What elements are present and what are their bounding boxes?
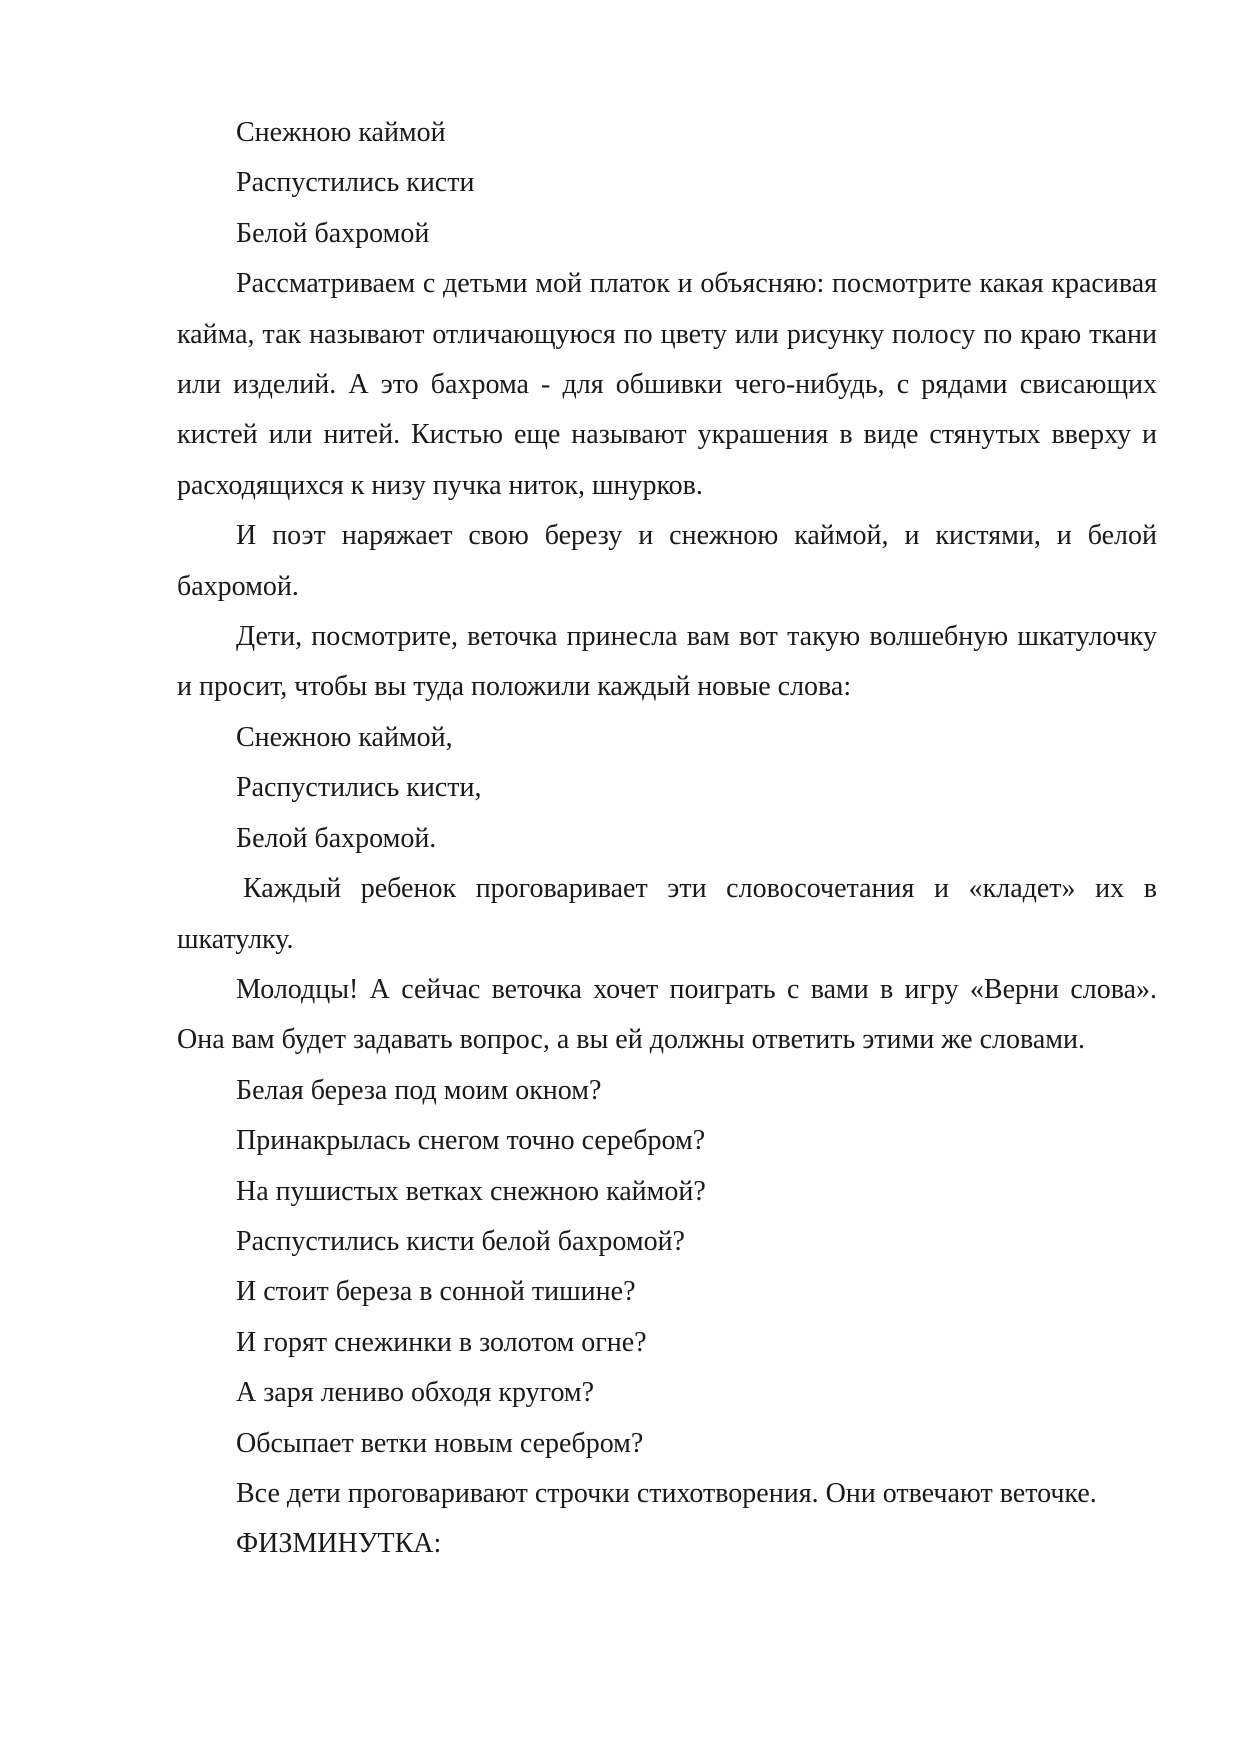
poem-line: Распустились кисти, xyxy=(236,772,482,804)
paragraph: Каждый ребенок проговаривает эти словосочетания и «кладет» их в шкатулку. xyxy=(177,873,1157,955)
document-body xyxy=(177,108,1157,1570)
question-line: Принакрылась снегом точно серебром? xyxy=(236,1125,706,1157)
poem-line: Белой бахромой xyxy=(236,217,430,249)
question-line: А заря лениво обходя кругом? xyxy=(236,1377,595,1409)
question-line: На пушистых ветках снежною каймой? xyxy=(236,1175,706,1207)
paragraph: Все дети проговаривают строчки стихотворения. Они отвечают веточке. xyxy=(236,1477,1097,1509)
section-heading: ФИЗМИНУТКА: xyxy=(236,1528,442,1560)
poem-line: Белой бахромой. xyxy=(236,822,437,854)
paragraph: И поэт наряжает свою березу и снежною каймой, и кистями, и белой бахромой. xyxy=(177,520,1157,602)
paragraph: Дети, посмотрите, веточка принесла вам вот такую волшебную шкатулочку и просит, чтобы вы туда положили каждый новые слова: xyxy=(177,621,1157,703)
question-line: И стоит береза в сонной тишине? xyxy=(236,1276,636,1308)
poem-line: Распустились кисти xyxy=(236,167,475,199)
question-line: И горят снежинки в золотом огне? xyxy=(236,1326,647,1358)
question-line: Белая береза под моим окном? xyxy=(236,1074,602,1106)
poem-line: Снежною каймой xyxy=(236,117,446,148)
paragraph: Молодцы! А сейчас веточка хочет поиграть с вами в игру «Верни слова». Она вам будет задавать вопрос, а вы ей должны ответить этими же словами. xyxy=(177,973,1157,1056)
poem-line: Снежною каймой, xyxy=(236,721,453,753)
question-line: Обсыпает ветки новым серебром? xyxy=(236,1427,644,1459)
question-line: Распустились кисти белой бахромой? xyxy=(236,1225,685,1257)
paragraph: Рассматриваем с детьми мой платок и объясняю: посмотрите какая красивая кайма, так называют отличающуюся по цвету или рисунку полосу по краю ткани или изделий. А это бахрома - для обшивки чего-нибудь, с рядами свисающих кистей или нитей. Кистью еще называют украшения в виде стянутых вверху и расходящихся к низу пучка ниток, шнурков. xyxy=(177,268,1157,501)
